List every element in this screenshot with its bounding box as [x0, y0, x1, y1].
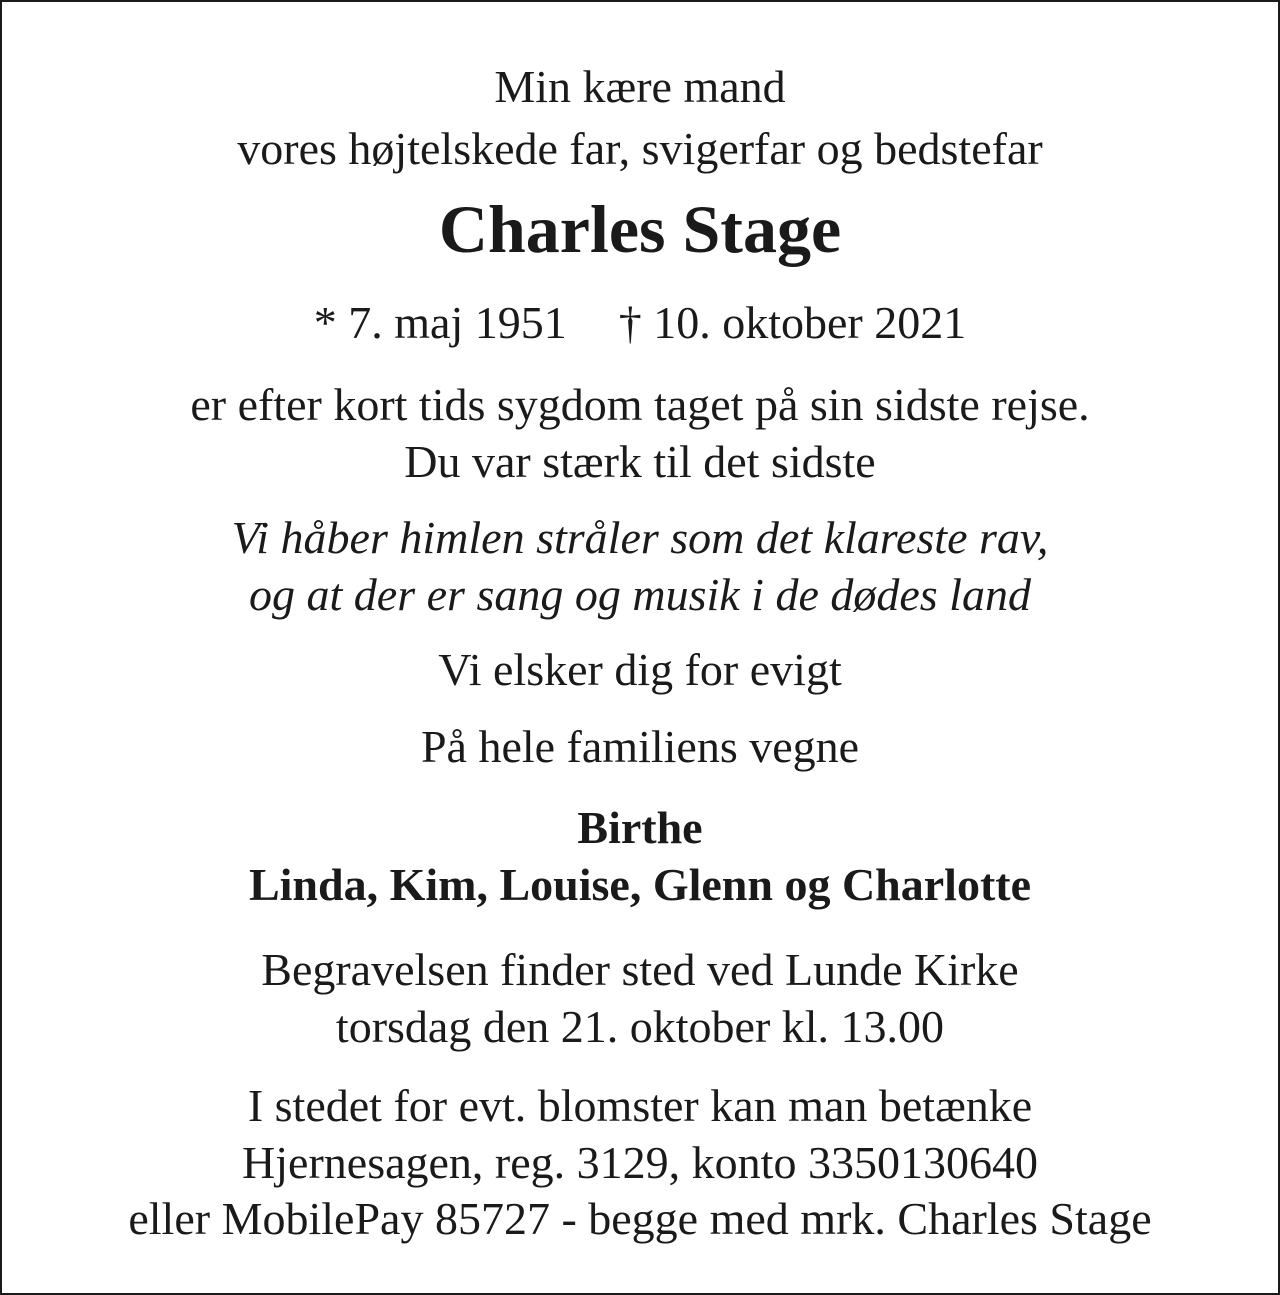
- message-line-1: er efter kort tids sygdom taget på sin sidste rejse.: [190, 379, 1090, 430]
- family-intro: På hele familiens vegne: [420, 721, 860, 772]
- birth-date: * 7. maj 1951: [313, 297, 567, 348]
- funeral-line-1: Begravelsen finder sted ved Lunde Kirke: [261, 944, 1019, 995]
- intro-line-1: Min kære mand: [494, 61, 786, 112]
- verse-line-1: Vi håber himlen stråler som det klareste rav,: [231, 512, 1049, 563]
- message-line-2: Du var stærk til det sidste: [404, 436, 876, 487]
- verse-line-2: og at der er sang og musik i de dødes land: [249, 569, 1031, 620]
- donation-line-2: Hjernesagen, reg. 3129, konto 3350130640: [242, 1137, 1038, 1188]
- signatory-family: Linda, Kim, Louise, Glenn og Charlotte: [248, 859, 1032, 910]
- deceased-name: Charles Stage: [438, 191, 842, 267]
- funeral-line-2: torsdag den 21. oktober kl. 13.00: [335, 1001, 945, 1052]
- love-line: Vi elsker dig for evigt: [438, 644, 842, 695]
- intro-line-2: vores højtelskede far, svigerfar og bedstefar: [237, 123, 1043, 174]
- life-dates: [2, 297, 1278, 348]
- signatory-primary: Birthe: [577, 802, 703, 853]
- death-date: † 10. oktober 2021: [618, 297, 967, 348]
- donation-line-3: eller MobilePay 85727 - begge med mrk. Charles Stage: [128, 1193, 1152, 1244]
- donation-line-1: I stedet for evt. blomster kan man betænke: [247, 1080, 1033, 1131]
